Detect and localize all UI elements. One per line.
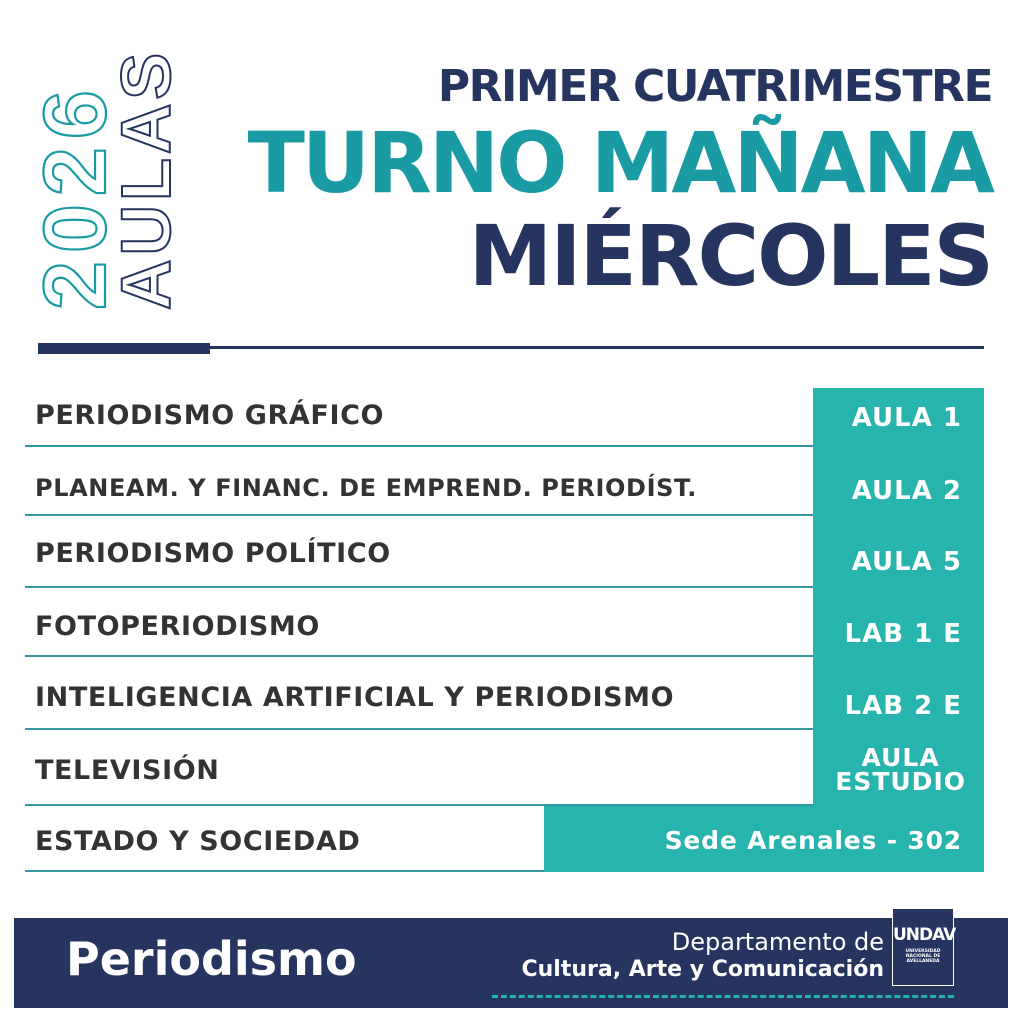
side-year: 2026: [30, 82, 124, 310]
room-row-2: AULA 2: [851, 476, 962, 506]
career-name: Periodismo: [66, 932, 357, 986]
department-line-1: Departamento de: [671, 928, 884, 956]
undav-logo: [892, 908, 954, 986]
row-divider: [25, 728, 813, 730]
row-divider: [25, 804, 813, 806]
row-divider: [25, 655, 813, 657]
room-row-1: AULA 1: [851, 403, 962, 433]
subject-row-5: INTELIGENCIA ARTIFICIAL Y PERIODISMO: [35, 682, 675, 713]
row-divider: [25, 586, 813, 588]
room-row-6-line-1: AULA: [861, 743, 940, 772]
subject-row-4: FOTOPERIODISMO: [35, 611, 320, 642]
subject-row-2: PLANEAM. Y FINANC. DE EMPREND. PERIODÍST.: [35, 474, 698, 502]
department-line-2: Cultura, Arte y Comunicación: [521, 957, 884, 982]
footer-dashed-line: [492, 995, 954, 998]
title-semester: PRIMER CUATRIMESTRE: [437, 61, 992, 112]
subject-row-7: ESTADO Y SOCIEDAD: [35, 826, 361, 857]
title-day: MIÉRCOLES: [468, 207, 992, 305]
logo-subtitle: UNIVERSIDAD NACIONAL DE AVELLANEDA: [905, 949, 941, 964]
row-divider: [25, 514, 813, 516]
subject-row-3: PERIODISMO POLÍTICO: [35, 538, 391, 569]
room-row-6-line-2: ESTUDIO: [835, 767, 966, 796]
row-divider: [25, 445, 813, 447]
side-word: AULAS: [107, 48, 180, 310]
room-row-4: LAB 1 E: [844, 619, 962, 649]
room-row-5: LAB 2 E: [844, 691, 962, 721]
row-divider: [25, 870, 544, 872]
title-shift: TURNO MAÑANA: [247, 114, 992, 212]
department: [521, 928, 884, 984]
room-row-6: [835, 743, 966, 796]
subject-row-6: TELEVISIÓN: [35, 755, 220, 786]
room-row-7: Sede Arenales - 302: [664, 826, 962, 855]
subject-row-1: PERIODISMO GRÁFICO: [35, 400, 385, 431]
room-row-3: AULA 5: [851, 547, 962, 577]
logo-mark: UNDAV: [893, 925, 956, 945]
